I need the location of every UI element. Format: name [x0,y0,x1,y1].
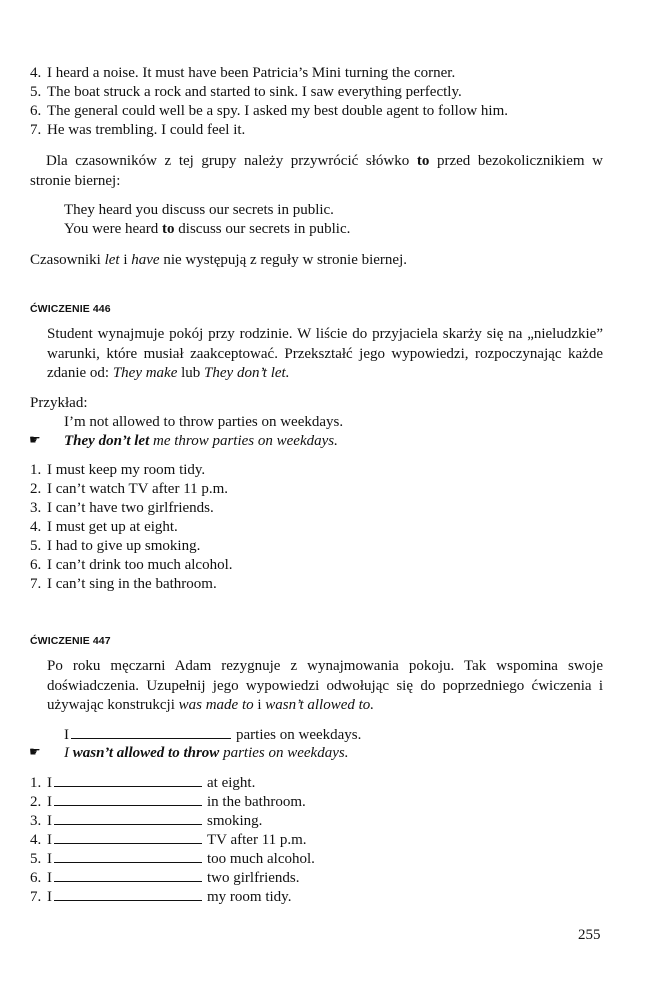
item-text: I must get up at eight. [47,519,178,535]
item-text: The boat struck a rock and started to sink. I saw everything perfectly. [47,84,462,100]
item-text: too much alcohol. [207,851,315,867]
page-number: 255 [578,927,601,943]
fill-in-item [30,830,307,850]
answer-bold: They don’t let [64,433,150,449]
list-item [30,575,217,594]
item-number: 2. [30,794,42,810]
answer-blank[interactable] [54,849,202,863]
item-text: two girlfriends. [207,870,300,886]
note-text: Dla czasowników z tej grupy należy przywrócić słówko [46,153,417,169]
item-text: I can’t sing in the bathroom. [47,576,217,592]
item-i: I [47,889,52,905]
answer-blank[interactable] [54,830,202,844]
item-text: TV after 11 p.m. [207,832,307,848]
item-i: I [47,870,52,886]
item-text: smoking. [207,813,263,829]
example-sentence [64,725,361,745]
list-item [30,518,178,537]
example-answer [64,432,338,451]
example-end: parties on weekdays. [236,727,362,743]
item-text: The general could well be a spy. I asked my best double agent to follow him. [47,103,508,119]
item-number: 4. [30,65,42,81]
answer-blank[interactable] [54,887,202,901]
rule-let: let [104,252,120,268]
list-item [30,64,455,83]
fill-in-item [30,792,306,812]
note-to-word: to [416,153,430,169]
intro-wasnt-allowed: wasn’t allowed to. [265,697,375,713]
list-item [30,537,200,556]
item-text: I can’t drink too much alcohol. [47,557,233,573]
note-text-end: przed bezokolicznikiem w stronie biernej: [30,153,603,189]
example-answer [64,744,348,763]
item-number: 5. [30,851,42,867]
item-number: 3. [30,500,42,516]
item-number: 1. [30,462,42,478]
rule-note [30,251,407,270]
list-item [30,83,462,102]
item-i: I [47,851,52,867]
list-item [30,556,233,575]
list-item [30,121,245,140]
item-number: 5. [30,538,42,554]
example-to-word: to [162,221,175,237]
item-text: I had to give up smoking. [47,538,201,554]
fill-in-item [30,773,255,793]
intro-text-mid: lub [177,365,205,381]
item-number: 5. [30,84,42,100]
item-i: I [47,794,52,810]
intro-text: Po roku męczarni Adam rezygnuje z wynajmowania pokoju. Tak wspomina swoje doświadczenia. Uzupełnij jego wypowiedzi odwołując się do poprzedniego ćwiczenia i używając konstrukcji [47,658,603,713]
example-passive [64,220,350,239]
item-number: 7. [30,889,42,905]
item-text: I must keep my room tidy. [47,462,206,478]
example-sentence: I’m not allowed to throw parties on weekdays. [64,414,344,430]
intro-was-made-to: was made to [178,697,254,713]
grammar-note [30,152,603,191]
list-item [30,461,205,480]
item-number: 6. [30,103,42,119]
item-i: I [47,832,52,848]
list-item [30,480,228,499]
item-text: I can’t watch TV after 11 p.m. [47,481,229,497]
rule-text: Czasowniki [30,252,105,268]
item-number: 7. [30,122,42,138]
fill-in-item [30,811,262,831]
answer-bold: wasn’t allowed to throw [72,745,220,761]
intro-they-make: They make [112,365,178,381]
answer-rest: me throw parties on weekdays. [149,433,338,449]
rule-text-end: nie występują z reguły w stronie biernej. [159,252,408,268]
example-text: You were heard [64,221,163,237]
intro-they-dont-let: They don’t let. [204,365,290,381]
exercise-446-intro [47,325,603,384]
item-number: 3. [30,813,42,829]
example-text-end: discuss our secrets in public. [174,221,351,237]
item-number: 2. [30,481,42,497]
item-text: at eight. [207,775,256,791]
list-item [30,102,508,121]
item-number: 7. [30,576,42,592]
answer-blank[interactable] [54,811,202,825]
item-number: 6. [30,870,42,886]
rule-text-mid: i [119,252,132,268]
pointing-hand-icon: ☛ [29,433,41,448]
answer-blank[interactable] [54,773,202,787]
answer-blank[interactable] [54,792,202,806]
item-number: 1. [30,775,42,791]
exercise-447-heading: ĆWICZENIE 447 [30,635,111,647]
item-text: He was trembling. I could feel it. [47,122,246,138]
example-active: They heard you discuss our secrets in public. [64,202,334,218]
item-i: I [47,813,52,829]
answer-i: I [64,745,73,761]
item-text: my room tidy. [207,889,292,905]
item-number: 6. [30,557,42,573]
fill-in-item [30,868,299,888]
fill-in-item [30,849,315,869]
list-item [30,499,214,518]
intro-text: Student wynajmuje pokój przy rodzinie. W liście do przyjaciela skarży się na „nieludzkie” warunki, które musiał zaakceptować. Przekształć jego wypowiedzi, rozpoczynając każde zdanie od: [47,326,603,381]
pointing-hand-icon: ☛ [29,745,41,760]
answer-blank [71,725,231,739]
rule-have: have [131,252,160,268]
item-text: in the bathroom. [207,794,306,810]
example-i: I [64,727,69,743]
exercise-447-intro [47,657,603,716]
item-number: 4. [30,519,42,535]
fill-in-item [30,887,291,907]
example-label: Przykład: [30,395,88,411]
exercise-446-heading: ĆWICZENIE 446 [30,303,111,315]
item-number: 4. [30,832,42,848]
item-i: I [47,775,52,791]
answer-blank[interactable] [54,868,202,882]
answer-rest: parties on weekdays. [219,745,349,761]
item-text: I can’t have two girlfriends. [47,500,214,516]
item-text: I heard a noise. It must have been Patricia’s Mini turning the corner. [47,65,456,81]
intro-text-mid: i [253,697,266,713]
